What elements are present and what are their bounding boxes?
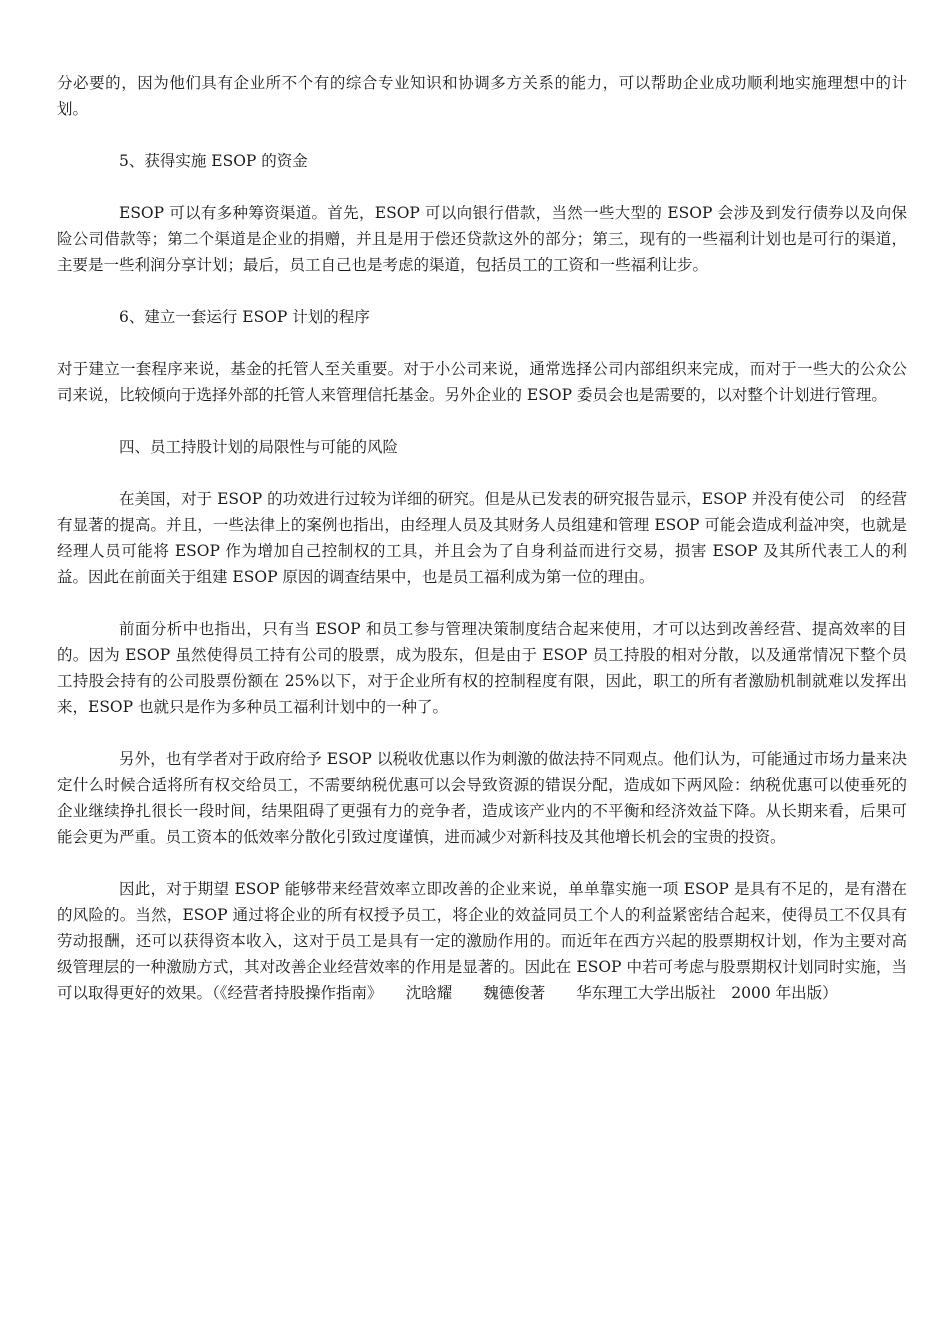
document-page <box>57 70 907 1006</box>
section-heading-6: 6、建立一套运行 ESOP 计划的程序 <box>119 308 370 326</box>
paragraph-tax-views: 另外，也有学者对于政府给予 ESOP 以税收优惠以作为刺激的做法持不同观点。他们认为，可能通过市场力量来决定什么时候合适将所有权交给员工，不需要纳税优惠可以会导致资源的错误分配，造成如下两风险：纳税优惠可以使垂死的企业继续挣扎很长一段时间，结果阻碍了更强有力的竞争者，造成该产业内的不平衡和经济效益下降。从长期来看，后果可能会更为严重。员工资本的低效率分散化引致过度谨慎，进而减少对新科技及其他增长机会的宝贵的投资。 <box>57 750 907 846</box>
paragraph-continuation: 分必要的，因为他们具有企业所不个有的综合专业知识和协调多方关系的能力，可以帮助企业成功顺利地实施理想中的计划。 <box>57 74 907 118</box>
section-heading-4: 四、员工持股计划的局限性与可能的风险 <box>119 438 399 456</box>
paragraph-conclusion: 因此，对于期望 ESOP 能够带来经营效率立即改善的企业来说，单单靠实施一项 ESOP 是具有不足的，是有潜在的风险的。当然，ESOP 通过将企业的所有权授予员工，将企业的效益同员工个人的利益紧密结合起来，使得员工不仅具有劳动报酬，还可以获得资本收入，这对于员工是具有一定的激励作用的。而近年在西方兴起的股票期权计划，作为主要对高级管理层的一种激励方式，其对改善企业经营效率的作用是显著的。因此在 ESOP 中若可考虑与股票期权计划同时实施，当可以取得更好的效果。（《经营者持股操作指南》 沈晗耀 魏德俊著 华东理工大学出版社 2000 年出版） <box>57 880 907 1002</box>
paragraph-analysis: 前面分析中也指出，只有当 ESOP 和员工参与管理决策制度结合起来使用，才可以达到改善经营、提高效率的目的。因为 ESOP 虽然使得员工持有公司的股票，成为股东，但是由于 ESOP 员工持股的相对分散，以及通常情况下整个员工持股会持有的公司股票份额在 25%以下，对于企业所有权的控制程度有限，因此，职工的所有者激励机制就难以发挥出来，ESOP 也就只是作为多种员工福利计划中的一种了。 <box>57 620 907 716</box>
paragraph-funding: ESOP 可以有多种筹资渠道。首先，ESOP 可以向银行借款，当然一些大型的 ESOP 会涉及到发行债券以及向保险公司借款等；第二个渠道是企业的捐赠，并且是用于偿还贷款这外的部分；第三，现有的一些福利计划也是可行的渠道，主要是一些利润分享计划；最后，员工自己也是考虑的渠道，包括员工的工资和一些福利让步。 <box>57 204 907 274</box>
paragraph-procedure: 对于建立一套程序来说，基金的托管人至关重要。对于小公司来说，通常选择公司内部组织来完成，而对于一些大的公众公司来说，比较倾向于选择外部的托管人来管理信托基金。另外企业的 ESOP 委员会也是需要的，以对整个计划进行管理。 <box>57 360 907 404</box>
paragraph-us-research: 在美国，对于 ESOP 的功效进行过较为详细的研究。但是从已发表的研究报告显示，ESOP 并没有使公司 的经营有显著的提高。并且，一些法律上的案例也指出，由经理人员及其财务人员组建和管理 ESOP 可能会造成利益冲突，也就是经理人员可能将 ESOP 作为增加自己控制权的工具，并且会为了自身利益而进行交易，损害 ESOP 及其所代表工人的利益。因此在前面关于组建 ESOP 原因的调查结果中，也是员工福利成为第一位的理由。 <box>57 490 907 586</box>
section-heading-5: 5、获得实施 ESOP 的资金 <box>119 152 308 170</box>
